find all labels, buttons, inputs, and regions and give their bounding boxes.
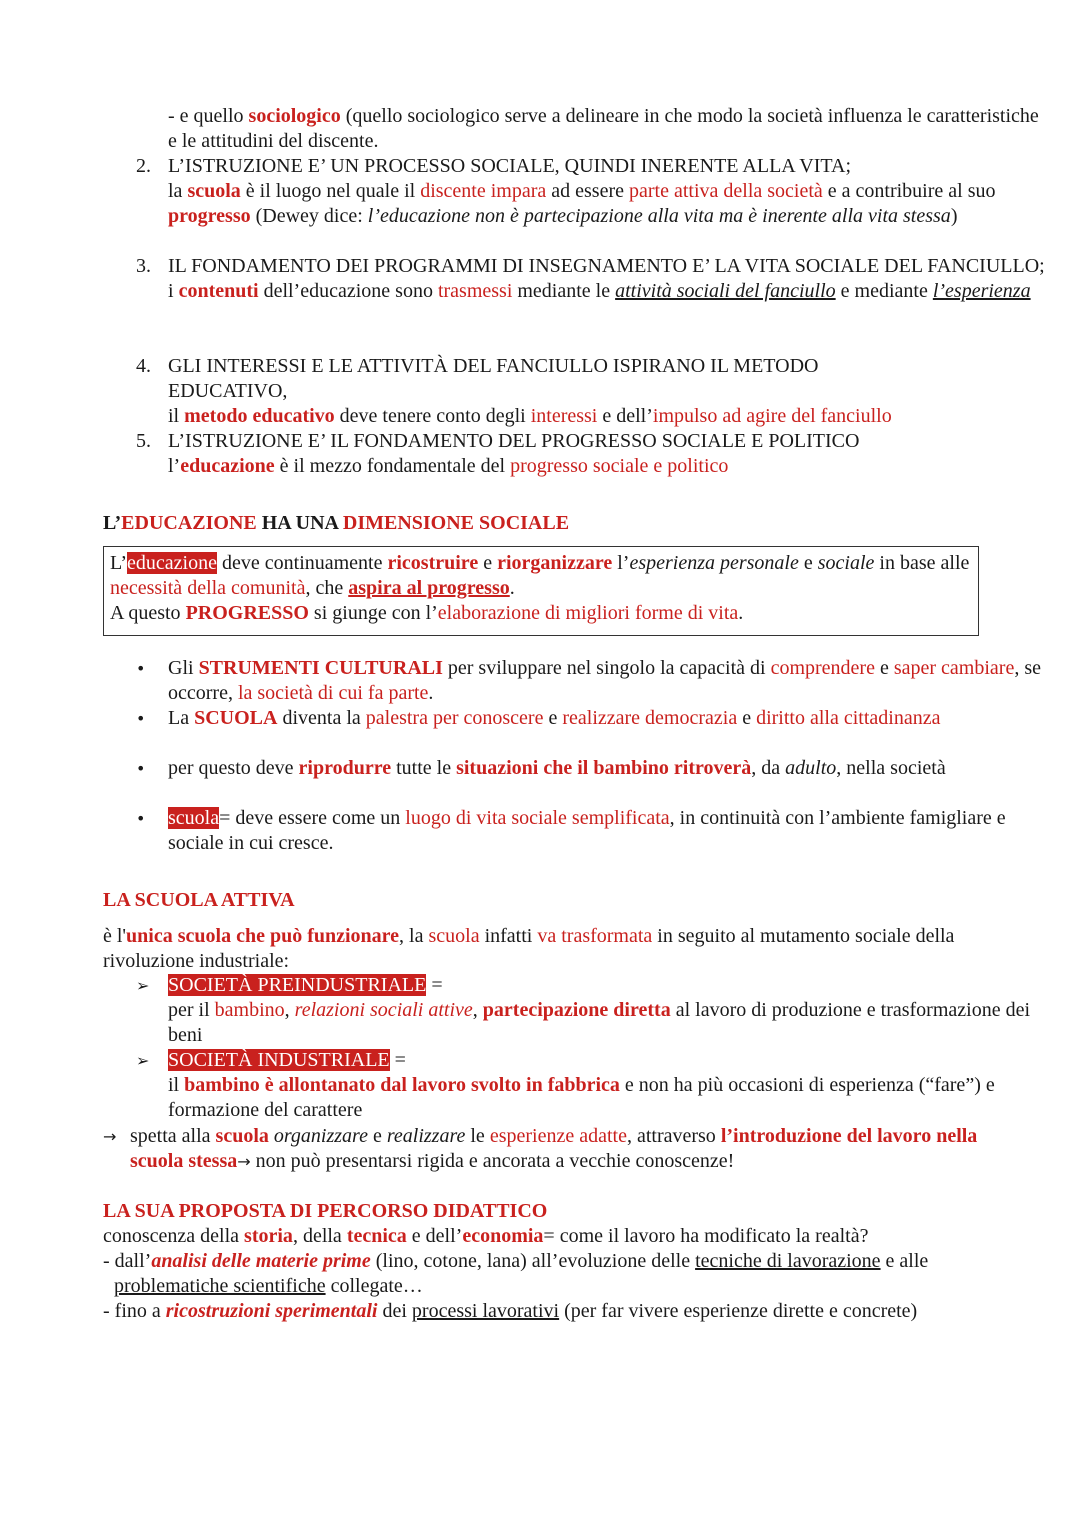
paragraph: conoscenza della storia, della tecnica e dell’economia= come il lavoro ha modificato la realtà? — [103, 1225, 869, 1247]
dash-item: - dall’analisi delle materie prime (lino, cotone, lana) all’evoluzione delle tecniche di lavorazione e alle problematiche scientifiche collegate… — [103, 1250, 929, 1297]
sub-item-industriale: SOCIETÀ INDUSTRIALE = il bambino è allontanato dal lavoro svolto in fabbrica e non ha più occasioni di esperienza (“fare”) e formazione del carattere — [168, 1049, 995, 1121]
bullet-item: per questo deve riprodurre tutte le situazioni che il bambino ritroverà, da adulto, nella società — [168, 757, 946, 779]
list-number: 2. — [136, 155, 151, 177]
section-heading-educazione: L’EDUCAZIONE HA UNA DIMENSIONE SOCIALE — [103, 512, 570, 534]
list-item-body: la scuola è il luogo nel quale il discente impara ad essere parte attiva della società e a contribuire al suo progresso (Dewey dice: l’educazione non è partecipazione alla vita ma è inerente alla vita stessa) — [168, 180, 996, 227]
arrow-right-icon: → — [103, 1127, 117, 1146]
arrow-bullet-icon: ➢ — [136, 1051, 150, 1070]
list-item-heading: L’ISTRUZIONE E’ UN PROCESSO SOCIALE, QUINDI INERENTE ALLA VITA; — [168, 155, 851, 177]
conclusion: spetta alla scuola organizzare e realizzare le esperienze adatte, attraverso l’introduzione del lavoro nella scuola stessa→ non può presentarsi rigida e ancorata a vecchie conoscenze! — [130, 1125, 978, 1172]
list-item-heading: L’ISTRUZIONE E’ IL FONDAMENTO DEL PROGRESSO SOCIALE E POLITICO — [168, 430, 860, 452]
paragraph: è l'unica scuola che può funzionare, la scuola infatti va trasformata in seguito al mutamento sociale della rivoluzione industriale: — [103, 925, 955, 972]
dash-item: - fino a ricostruzioni sperimentali dei processi lavorativi (per far vivere esperienze dirette e concrete) — [103, 1300, 918, 1322]
text: (quello sociologico serve a delineare in che modo la società influenza le caratteristiche e le attitudini del discente. — [168, 105, 1039, 152]
arrow-right-icon: → — [237, 1152, 251, 1171]
bullet-icon: • — [136, 659, 146, 678]
text: - e quello — [168, 105, 249, 127]
bullet-icon: • — [136, 759, 146, 778]
bullet-item: Gli STRUMENTI CULTURALI per sviluppare nel singolo la capacità di comprendere e saper cambiare, se occorre, la società di cui fa parte. — [168, 657, 1041, 704]
sub-item-preindustriale: SOCIETÀ PREINDUSTRIALE = per il bambino, relazioni sociali attive, partecipazione diretta al lavoro di produzione e trasformazione dei beni — [168, 974, 1031, 1046]
list-item-3 — [168, 254, 1048, 304]
list-item-continuation — [168, 104, 1048, 154]
list-number: 5. — [136, 430, 151, 452]
list-item-heading: GLI INTERESSI E LE ATTIVITÀ DEL FANCIULLO ISPIRANO IL METODO EDUCATIVO, — [168, 355, 819, 402]
list-item-body: l’educazione è il mezzo fondamentale del progresso sociale e politico — [168, 455, 729, 477]
keyword-sociologico: sociologico — [248, 105, 341, 127]
list-item-heading: IL FONDAMENTO DEI PROGRAMMI DI INSEGNAMENTO E’ LA VITA SOCIALE DEL FANCIULLO; — [168, 255, 1045, 277]
bullet-icon: • — [136, 809, 146, 828]
list-item-body: i contenuti dell’educazione sono trasmessi mediante le attività sociali del fanciullo e mediante l’esperienza — [168, 280, 1031, 302]
section-heading-percorso: LA SUA PROPOSTA DI PERCORSO DIDATTICO — [103, 1200, 548, 1222]
list-item-4 — [168, 354, 1048, 429]
list-number: 4. — [136, 355, 151, 377]
bullet-item: La SCUOLA diventa la palestra per conoscere e realizzare democrazia e diritto alla cittadinanza — [168, 707, 941, 729]
bullet-icon: • — [136, 709, 146, 728]
box-paragraph: A questo PROGRESSO si giunge con l’elaborazione di migliori forme di vita. — [110, 602, 744, 624]
list-item-5 — [168, 429, 1048, 479]
section-heading-scuola-attiva: LA SCUOLA ATTIVA — [103, 889, 295, 911]
bullet-item: scuola= deve essere come un luogo di vita sociale semplificata, in continuità con l’ambiente famigliare e sociale in cui cresce. — [168, 807, 1006, 854]
list-item-body: il metodo educativo deve tenere conto degli interessi e dell’impulso ad agire del fanciullo — [168, 405, 892, 427]
box-paragraph: L’educazione deve continuamente ricostruire e riorganizzare l’esperienza personale e sociale in base alle necessità della comunità, che aspira al progresso. — [110, 552, 970, 599]
list-item-2 — [168, 154, 1048, 229]
definition-box — [103, 546, 979, 636]
arrow-bullet-icon: ➢ — [136, 976, 150, 995]
list-number: 3. — [136, 255, 151, 277]
